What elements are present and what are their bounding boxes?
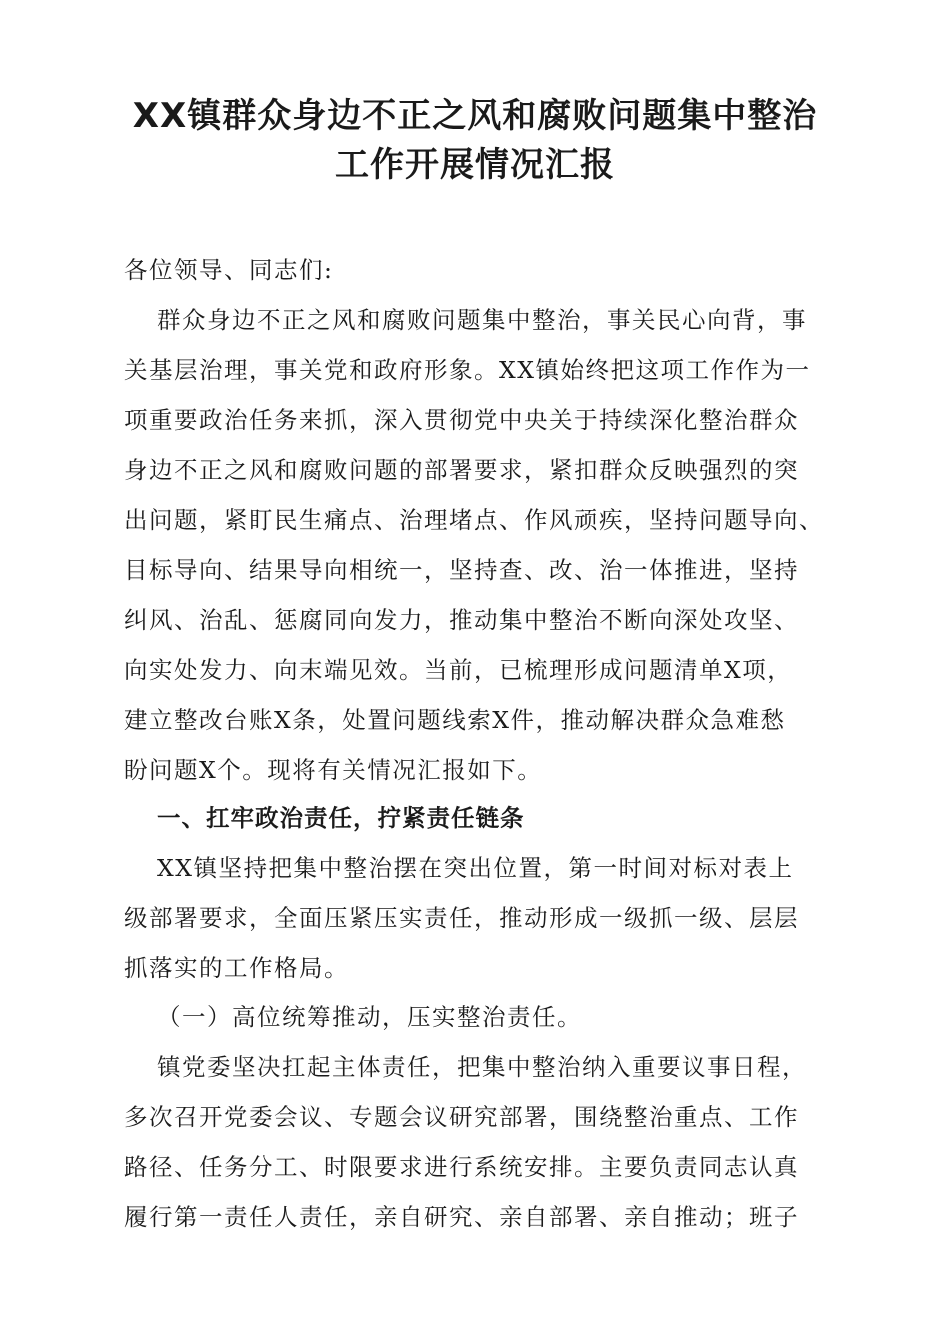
subsection-line: 镇党委坚决扛起主体责任，把集中整治纳入重要议事日程， [157,1053,807,1081]
subsection-line: 路径、任务分工、时限要求进行系统安排。主要负责同志认真 [124,1153,799,1181]
intro-line: 项重要政治任务来抓，深入贯彻党中央关于持续深化整治群众 [124,406,799,434]
intro-line: 出问题，紧盯民生痛点、治理堵点、作风顽疾，坚持问题导向、 [124,506,824,534]
subsection-heading: （一）高位统筹推动，压实整治责任。 [157,1003,582,1031]
intro-line: 群众身边不正之风和腐败问题集中整治，事关民心向背，事 [157,306,807,334]
document-title-line-2: 工作开展情况汇报 [335,145,615,185]
intro-line: 身边不正之风和腐败问题的部署要求，紧扣群众反映强烈的突 [124,456,799,484]
section-line: 抓落实的工作格局。 [124,954,349,982]
intro-line: 盼问题X个。现将有关情况汇报如下。 [124,756,543,784]
subsection-line: 履行第一责任人责任，亲自研究、亲自部署、亲自推动；班子 [124,1203,799,1231]
salutation: 各位领导、同志们: [124,256,334,284]
intro-line: 纠风、治乱、惩腐同向发力，推动集中整治不断向深处攻坚、 [124,606,799,634]
intro-line: 关基层治理，事关党和政府形象。XX镇始终把这项工作作为一 [124,356,811,384]
intro-line: 建立整改台账X条，处置问题线索X件，推动解决群众急难愁 [124,706,786,734]
document-title-line-1: XX镇群众身边不正之风和腐败问题集中整治 [132,96,818,136]
section-line: 级部署要求，全面压紧压实责任，推动形成一级抓一级、层层 [124,904,799,932]
section-line: XX镇坚持把集中整治摆在突出位置，第一时间对标对表上 [157,854,794,882]
intro-line: 向实处发力、向末端见效。当前，已梳理形成问题清单X项， [124,656,793,684]
subsection-line: 多次召开党委会议、专题会议研究部署，围绕整治重点、工作 [124,1103,799,1131]
section-heading: 一、扛牢政治责任，拧紧责任链条 [157,804,525,832]
intro-line: 目标导向、结果导向相统一，坚持查、改、治一体推进，坚持 [124,556,799,584]
